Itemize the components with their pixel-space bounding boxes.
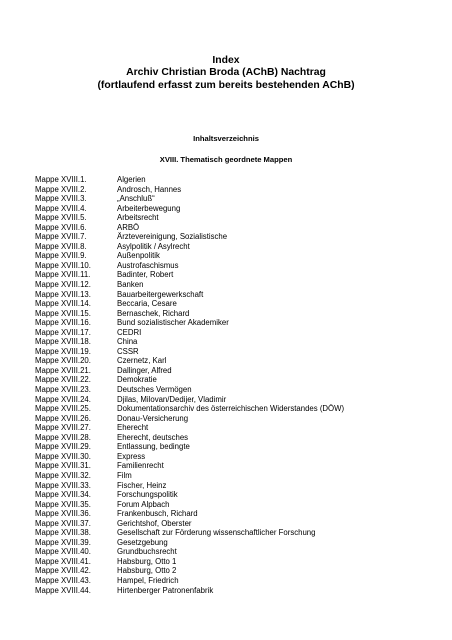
mappe-number: Mappe XVIII.37. bbox=[35, 518, 91, 528]
list-item bbox=[35, 461, 435, 471]
mappe-topic: Grundbuchsrecht bbox=[117, 547, 177, 557]
list-item bbox=[35, 414, 435, 424]
list-item bbox=[35, 194, 435, 204]
section-heading: XVIII. Thematisch geordnete Mappen bbox=[159, 155, 293, 164]
mappe-number: Mappe XVIII.19. bbox=[35, 346, 91, 356]
list-item bbox=[35, 471, 435, 481]
mappe-topic: Film bbox=[117, 470, 132, 480]
mappe-number: Mappe XVIII.10. bbox=[35, 260, 91, 270]
mappe-number: Mappe XVIII.24. bbox=[35, 394, 91, 404]
mappe-number: Mappe XVIII.6. bbox=[35, 222, 87, 232]
mappe-topic: Dokumentationsarchiv des österreichischen Widerstandes (DÖW) bbox=[117, 404, 345, 414]
list-item bbox=[35, 385, 435, 395]
list-item bbox=[35, 347, 435, 357]
mappe-topic: Asylpolitik / Asylrecht bbox=[117, 241, 190, 251]
list-item bbox=[35, 395, 435, 405]
mappe-number: Mappe XVIII.9. bbox=[35, 251, 87, 261]
mappe-number: Mappe XVIII.25. bbox=[35, 404, 91, 414]
mappe-topic: Deutsches Vermögen bbox=[117, 385, 192, 395]
list-item bbox=[35, 519, 435, 529]
mappe-number: Mappe XVIII.5. bbox=[35, 213, 87, 223]
mappe-topic: Frankenbusch, Richard bbox=[117, 509, 198, 519]
list-item bbox=[35, 213, 435, 223]
mappe-topic: Eherecht bbox=[117, 423, 149, 433]
mappe-topic: Habsburg, Otto 1 bbox=[117, 556, 177, 566]
list-item bbox=[35, 500, 435, 510]
mappe-topic: Donau-Versicherung bbox=[117, 413, 189, 423]
mappe-number: Mappe XVIII.35. bbox=[35, 499, 91, 509]
list-item bbox=[35, 309, 435, 319]
list-item bbox=[35, 442, 435, 452]
mappe-number: Mappe XVIII.31. bbox=[35, 461, 91, 471]
mappe-number: Mappe XVIII.32. bbox=[35, 470, 91, 480]
mappe-topic: CEDRI bbox=[117, 327, 142, 337]
mappe-topic: Austrofaschismus bbox=[117, 260, 179, 270]
mappe-number: Mappe XVIII.8. bbox=[35, 241, 87, 251]
mappe-number: Mappe XVIII.4. bbox=[35, 203, 87, 213]
mappe-number: Mappe XVIII.34. bbox=[35, 490, 91, 500]
list-item bbox=[35, 299, 435, 309]
mappe-number: Mappe XVIII.41. bbox=[35, 556, 91, 566]
list-item bbox=[35, 433, 435, 443]
mappe-number: Mappe XVIII.28. bbox=[35, 432, 91, 442]
list-item bbox=[35, 251, 435, 261]
list-item bbox=[35, 375, 435, 385]
mappe-topic: Außenpolitik bbox=[117, 251, 160, 261]
title-line-2: Archiv Christian Broda (AChB) Nachtrag bbox=[126, 67, 326, 79]
list-item bbox=[35, 528, 435, 538]
mappe-topic: Demokratie bbox=[117, 375, 157, 385]
mappe-topic: Banken bbox=[117, 280, 144, 290]
title-line-3: (fortlaufend erfasst zum bereits bestehenden AChB) bbox=[97, 79, 355, 91]
mappe-number: Mappe XVIII.7. bbox=[35, 232, 87, 242]
list-item bbox=[35, 538, 435, 548]
mappe-topic: Badinter, Robert bbox=[117, 270, 174, 280]
list-item bbox=[35, 452, 435, 462]
mappe-topic: Bernaschek, Richard bbox=[117, 308, 190, 318]
mappe-number: Mappe XVIII.42. bbox=[35, 566, 91, 576]
mappe-number: Mappe XVIII.39. bbox=[35, 537, 91, 547]
mappe-number: Mappe XVIII.13. bbox=[35, 289, 91, 299]
mappe-number: Mappe XVIII.36. bbox=[35, 509, 91, 519]
mappe-topic: Androsch, Hannes bbox=[117, 184, 182, 194]
list-item bbox=[35, 318, 435, 328]
mappe-topic: Entlassung, bedingte bbox=[117, 442, 190, 452]
mappe-topic: Habsburg, Otto 2 bbox=[117, 566, 177, 576]
list-item bbox=[35, 223, 435, 233]
mappe-number: Mappe XVIII.14. bbox=[35, 299, 91, 309]
list-item bbox=[35, 566, 435, 576]
mappe-topic: ARBÖ bbox=[117, 222, 140, 232]
list-item bbox=[35, 337, 435, 347]
mappe-number: Mappe XVIII.22. bbox=[35, 375, 91, 385]
list-item bbox=[35, 261, 435, 271]
mappe-topic: Beccaria, Cesare bbox=[117, 299, 177, 309]
mappe-topic: Eherecht, deutsches bbox=[117, 432, 189, 442]
mappe-number: Mappe XVIII.2. bbox=[35, 184, 87, 194]
mappe-number: Mappe XVIII.29. bbox=[35, 442, 91, 452]
list-item bbox=[35, 366, 435, 376]
mappe-number: Mappe XVIII.33. bbox=[35, 480, 91, 490]
mappe-topic: Dallinger, Alfred bbox=[117, 365, 172, 375]
mappe-number: Mappe XVIII.27. bbox=[35, 423, 91, 433]
mappe-number: Mappe XVIII.17. bbox=[35, 327, 91, 337]
entry-list bbox=[35, 175, 435, 595]
mappe-topic: Hirtenberger Patronenfabrik bbox=[117, 585, 214, 595]
mappe-topic: Djilas, Milovan/Dedijer, Vladimir bbox=[117, 394, 227, 404]
mappe-number: Mappe XVIII.1. bbox=[35, 175, 87, 184]
mappe-number: Mappe XVIII.21. bbox=[35, 365, 91, 375]
list-item bbox=[35, 404, 435, 414]
mappe-topic: Bund sozialistischer Akademiker bbox=[117, 318, 229, 328]
mappe-topic: Forum Alpbach bbox=[117, 499, 170, 509]
mappe-number: Mappe XVIII.26. bbox=[35, 413, 91, 423]
list-item bbox=[35, 328, 435, 338]
mappe-number: Mappe XVIII.11. bbox=[35, 270, 91, 280]
mappe-number: Mappe XVIII.16. bbox=[35, 318, 91, 328]
toc-heading: Inhaltsverzeichnis bbox=[193, 134, 259, 143]
list-item bbox=[35, 280, 435, 290]
mappe-number: Mappe XVIII.40. bbox=[35, 547, 91, 557]
mappe-topic: China bbox=[117, 337, 138, 347]
mappe-topic: Czernetz, Karl bbox=[117, 356, 167, 366]
list-item bbox=[35, 547, 435, 557]
mappe-number: Mappe XVIII.12. bbox=[35, 280, 91, 290]
mappe-topic: Hampel, Friedrich bbox=[117, 575, 179, 585]
list-item bbox=[35, 242, 435, 252]
mappe-topic: Forschungspolitik bbox=[117, 490, 178, 500]
mappe-topic: Bauarbeitergewerkschaft bbox=[117, 289, 204, 299]
mappe-number: Mappe XVIII.18. bbox=[35, 337, 91, 347]
list-item bbox=[35, 576, 435, 586]
mappe-topic: Arbeitsrecht bbox=[117, 213, 159, 223]
list-item bbox=[35, 290, 435, 300]
mappe-topic: „Anschluß“ bbox=[117, 194, 155, 204]
mappe-topic: Gerichtshof, Oberster bbox=[117, 518, 192, 528]
mappe-number: Mappe XVIII.38. bbox=[35, 528, 91, 538]
list-item bbox=[35, 586, 435, 596]
mappe-topic: Fischer, Heinz bbox=[117, 480, 167, 490]
mappe-number: Mappe XVIII.30. bbox=[35, 451, 91, 461]
list-item bbox=[35, 232, 435, 242]
mappe-number: Mappe XVIII.3. bbox=[35, 194, 87, 204]
mappe-topic: CSSR bbox=[117, 346, 139, 356]
mappe-number: Mappe XVIII.23. bbox=[35, 385, 91, 395]
list-item bbox=[35, 557, 435, 567]
list-item bbox=[35, 175, 435, 185]
list-item bbox=[35, 270, 435, 280]
list-item bbox=[35, 509, 435, 519]
document-title bbox=[0, 55, 452, 92]
mappe-number: Mappe XVIII.15. bbox=[35, 308, 91, 318]
mappe-topic: Gesetzgebung bbox=[117, 537, 168, 547]
mappe-topic: Ärztevereinigung, Sozialistische bbox=[117, 232, 228, 242]
list-item bbox=[35, 356, 435, 366]
mappe-topic: Gesellschaft zur Förderung wissenschaftlicher Forschung bbox=[117, 528, 316, 538]
mappe-number: Mappe XVIII.44. bbox=[35, 585, 91, 595]
list-item bbox=[35, 481, 435, 491]
mappe-number: Mappe XVIII.43. bbox=[35, 575, 91, 585]
list-item bbox=[35, 185, 435, 195]
list-item bbox=[35, 423, 435, 433]
list-item bbox=[35, 204, 435, 214]
mappe-topic: Arbeiterbewegung bbox=[117, 203, 181, 213]
mappe-number: Mappe XVIII.20. bbox=[35, 356, 91, 366]
mappe-topic: Familienrecht bbox=[117, 461, 164, 471]
mappe-topic: Express bbox=[117, 451, 146, 461]
mappe-topic: Algerien bbox=[117, 175, 146, 184]
title-line-1: Index bbox=[212, 55, 240, 66]
list-item bbox=[35, 490, 435, 500]
